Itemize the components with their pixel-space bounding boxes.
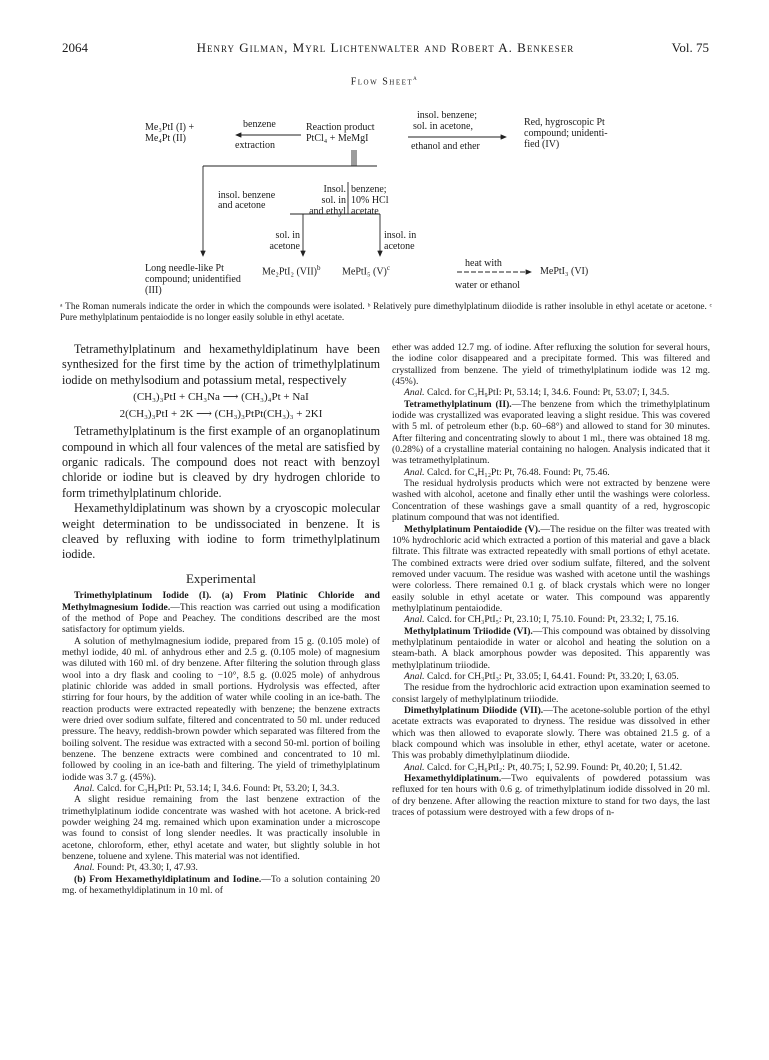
right-para-residual: The residual hydrolysis products which were not extracted by benzene were washed with alcohol, acetone and finally ether until the washings were colorless. Concentration of these washings gave a small quantity of a red, hygroscopic platinum compound that was not identified. bbox=[392, 478, 710, 524]
intro-paragraph-1: Tetramethylplatinum and hexamethyldiplatinum have been synthesized for the first time by the action of trimethylplatinum iodide on methylsodium and potassium metal, respectively bbox=[62, 342, 380, 387]
node-long-2: compound; unidentified bbox=[145, 274, 241, 285]
node-mepti3: MePtI₃ (VI) bbox=[540, 266, 589, 277]
page-number: 2064 bbox=[62, 40, 88, 55]
right-anal-5: Anal. Calcd. for C₂H₆PtI₂: Pt, 40.75; I, 52.99. Found: Pt, 40.20; I, 51.42. bbox=[404, 761, 683, 773]
left-para-trimethyl: Trimethylplatinum Iodide (I). (a) From Platinic Chloride and Methylmagnesium Iodide.—This reaction was carried out using a modification of the method of Pope and Peachey. The conditions described are the most satisfactory for optimum yields. bbox=[62, 590, 380, 636]
node-red-2: compound; unidenti- bbox=[524, 128, 608, 139]
node-me3pti: Me₃PtI (I) + bbox=[145, 122, 195, 133]
right-para-1: ether was added 12.7 mg. of iodine. After refluxing the solution for several hours, the iodine color disappeared and a precipitate formed. This was filtered and crystallized from benzene. The yield of trimethylplatinum iodide was 12 mg. (45%). bbox=[392, 342, 710, 388]
node-reaction-product: Reaction product bbox=[306, 122, 375, 133]
label-insol-in-2: acetone bbox=[384, 241, 415, 252]
right-anal-3: Anal. Calcd. for CH₃PtI₅: Pt, 23.10; I, 75.10. Found: Pt, 23.32; I, 75.16. bbox=[404, 614, 679, 626]
right-para-tetramethyl: Tetramethylplatinum (II).—The benzene from which the trimethylplatinum iodide was crystallized was evaporated leaving a slight residue. This was covered with 5 ml. of petroleum ether (b.p. 60–68°) and allowed to stand for 30 minutes. After filtering and concentrating slowly to about 1 ml., there was obtained 18 mg. (0.28%) of a crystalline material containing no halogen. Analysis indicated that it was tetramethylplatinum. bbox=[392, 398, 710, 467]
label-benzene: benzene bbox=[243, 119, 276, 130]
label-insol-in-1: insol. in bbox=[384, 230, 417, 241]
intro-paragraph-2: Tetramethylplatinum is the first example of an organoplatinum compound in which all four valences of the metal are satisfied by organic radicals. The compound does not react with benzoyl chloride or iodine but is cleaved by dry hydrogen chloride to form trimethylplatinum chloride. bbox=[62, 424, 380, 500]
right-para-pentaiodide: Methylplatinum Pentaiodide (V).—The residue on the filter was treated with 10% hydrochloric acid which extracted a portion of this material and gave a black filtrate. This filtrate was extracted repeatedly with small portions of ethyl acetate. The combined extracts were dried over sodium sulfate, filtered, and the solvent removed under vacuum. The residue was washed with acetone until the washings were colorless. There remained 0.1 g. of black crystals which were no longer easily soluble in ethyl acetate or water. This compound was apparently methylplatinum pentaiodide. bbox=[392, 523, 710, 614]
flow-footnote: ᵃ The Roman numerals indicate the order in which the compounds were isolated. ᵇ Relatively pure dimethylplatinum diiodide is rather insoluble in ethyl acetate or acetone. ᶜ Pure methylplatinum pentaiodide is no longer easily soluble in ethyl acetate. bbox=[60, 302, 712, 323]
equation-2: 2(CH₃)₃PtI + 2K ⟶ (CH₃)₃PtPt(CH₃)₃ + 2KI bbox=[119, 408, 323, 421]
right-para-hcl-residue: The residue from the hydrochloric acid extraction upon examination seemed to consist largely of methylplatinum triiodide. bbox=[392, 682, 710, 705]
label-ethanol-ether: ethanol and ether bbox=[411, 141, 480, 152]
label-hcl-1: benzene; bbox=[351, 184, 387, 195]
label-hcl-2: 10% HCl bbox=[351, 195, 389, 206]
label-heat-with: heat with bbox=[465, 258, 502, 269]
node-me2pti2: Me₂PtI₂ (VII)$^b$ bbox=[262, 264, 321, 278]
flow-sheet-title: Flow Sheet$^a$ bbox=[350, 74, 419, 88]
right-para-hexamethyldiplatinum: Hexamethyldiplatinum.—Two equivalents of powdered potassium was refluxed for ten hours with 0.6 g. of trimethylplatinum iodide dissolved in 20 ml. of dry benzene. After allowing the reaction mixture to stand for two days, the last traces of potassium were destroyed with a few drops of n- bbox=[392, 773, 710, 819]
node-long-1: Long needle-like Pt bbox=[145, 263, 224, 274]
intro-paragraph-3: Hexamethyldiplatinum was shown by a cryoscopic molecular weight determination to be undissociated in benzene. It is cleaved by refluxing with iodine to form trimethylplatinum iodide. bbox=[62, 501, 380, 562]
right-anal-4: Anal. Calcd. for CH₃PtI₃: Pt, 33.05; I, 64.41. Found: Pt, 33.20; I, 63.05. bbox=[404, 670, 679, 682]
flow-sheet-lines bbox=[0, 0, 769, 330]
label-water-ethanol: water or ethanol bbox=[455, 280, 520, 291]
label-insol-benzene: insol. benzene; bbox=[417, 110, 477, 121]
label-insol-ba-1: insol. benzene bbox=[218, 190, 276, 201]
left-para-hexamethyl-iodine: (b) From Hexamethyldiplatinum and Iodine.—To a solution containing 20 mg. of hexamethyldiplatinum in 10 ml. of bbox=[62, 873, 380, 897]
label-insol-3: and ethyl bbox=[309, 206, 346, 217]
right-anal-2: Anal. Calcd. for C₄H₁₂Pt: Pt, 76.48. Found: Pt, 75.46. bbox=[404, 466, 610, 478]
right-para-triiodide: Methylplatinum Triiodide (VI).—This compound was obtained by dissolving methylplatinum pentaiodide in water or alcohol and heating the solution on a steam-bath. A black amorphous powder was deposited. This apparently was methylplatinum triiodide. bbox=[392, 625, 710, 671]
right-column bbox=[392, 342, 710, 818]
right-anal-1: Anal. Calcd. for C₃H₉PtI: Pt, 53.14; I, 34.6. Found: Pt, 53.07; I, 34.5. bbox=[404, 387, 670, 399]
label-extraction: extraction bbox=[235, 140, 275, 151]
label-hcl-3: acetate bbox=[351, 206, 379, 217]
node-red-1: Red, hygroscopic Pt bbox=[524, 117, 605, 128]
flow-sheet bbox=[0, 0, 769, 330]
volume-label: Vol. 75 bbox=[671, 40, 709, 55]
node-long-3: (III) bbox=[145, 285, 162, 296]
left-anal-2: Anal. Found: Pt, 43.30; I, 47.93. bbox=[74, 862, 198, 874]
left-anal-1: Anal. Calcd. for C₃H₉PtI: Pt, 53.14; I, 34.6. Found: Pt, 53.20; I, 34.3. bbox=[74, 783, 340, 795]
label-insol-2: sol. in bbox=[321, 195, 346, 206]
label-insol-1: Insol. bbox=[323, 184, 346, 195]
running-title: Henry Gilman, Myrl Lichtenwalter and Robert A. Benkeser bbox=[196, 40, 575, 55]
left-column bbox=[62, 342, 380, 897]
node-red-3: fied (IV) bbox=[524, 139, 560, 150]
section-heading-experimental: Experimental bbox=[185, 570, 257, 586]
node-ptcl4: PtCl₄ + MeMgI bbox=[306, 133, 369, 144]
equation-1: (CH₃)₃PtI + CH₃Na ⟶ (CH₃)₄Pt + NaI bbox=[133, 391, 309, 404]
label-sol-in-1: sol. in bbox=[275, 230, 300, 241]
node-me4pt: Me₄Pt (II) bbox=[145, 133, 186, 144]
right-para-diiodide: Dimethylplatinum Diiodide (VII).—The acetone-soluble portion of the ethyl acetate extracts was evaporated to dryness. The residue was dissolved in ether which was then allowed to evaporate slowly. There was obtained 21.5 g. of a black compound which was insoluble in ether, ethyl acetate, water or acetone. This was probably dimethylplatinum diiodide. bbox=[392, 705, 710, 762]
node-mepti5: MePtI₅ $(V)^c$ bbox=[342, 264, 390, 278]
label-insol-ba-2: and acetone bbox=[218, 200, 266, 211]
left-para-procedure: A solution of methylmagnesium iodide, prepared from 15 g. (0.105 mole) of methyl iodide, 40 ml. of anhydrous ether and 2.5 g. (0.105 mole) of magnesium was diluted with 160 ml. of dry benzene. After filtering the solution through glass wool into a dry flask and cooling to −10°, 8.5 g. (0.025 mole) of anhydrous platinic chloride was added in small portions. Hydrolysis was effected, after stirring for four hours, by the addition of water while cooling in an ice-bath. The reaction products were extracted repeatedly with benzene; the benzene extracts were dried over sodium sulfate, filtered and concentrated to 50 ml. under reduced pressure. The heavy, reddish-brown powder which separated was filtered from the boiling solvent. The residue was extracted with a second 50-ml. portion of boiling benzene. The benzene extracts were combined and concentrated to 10 ml. followed by cooling in an ice-bath and filtering. The yield of trimethylplatinum iodide was 3.7 g. (45%). bbox=[62, 635, 380, 783]
label-sol-acetone: sol. in acetone, bbox=[413, 121, 473, 132]
left-para-residue: A slight residue remaining from the last benzene extraction of the trimethylplatinum iodide concentrate was washed with hot acetone. A brick-red powder weighing 24 mg. remained which upon examination under a microscope was found to consist of long slender needles. It was practically insoluble in acetone, chloroform, ether, ethyl acetate and water, but slightly soluble in hot benzene, toluene and xylene. This material was not identified. bbox=[62, 794, 380, 863]
label-sol-in-2: acetone bbox=[269, 241, 300, 252]
